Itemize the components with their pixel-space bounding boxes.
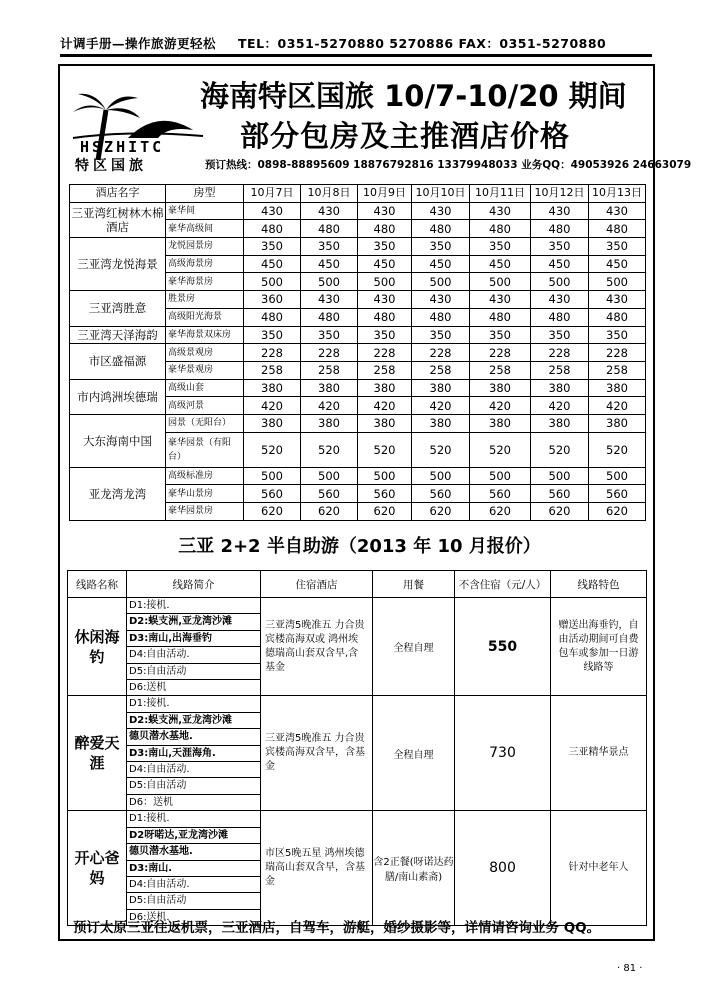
price-cell: 560 — [244, 485, 301, 503]
room-type-cell: 豪华海景双床房 — [166, 326, 244, 344]
hotel-header-cell: 10月8日 — [301, 185, 358, 203]
price-cell: 258 — [301, 361, 358, 379]
itinerary-line: D2:蜈支洲,亚龙湾沙滩 — [127, 614, 260, 630]
price-cell: 420 — [244, 397, 301, 415]
price-cell: 560 — [470, 485, 531, 503]
itinerary-cell — [127, 598, 261, 696]
price-cell: 380 — [244, 379, 301, 397]
price-cell: 480 — [412, 308, 470, 326]
room-type-cell: 高级山套 — [166, 379, 244, 397]
itinerary-line: D3:南山,出海垂钓 — [127, 631, 260, 647]
itinerary-line: D1:接机. — [127, 696, 260, 712]
price-cell: 350 — [244, 238, 301, 256]
price-cell: 420 — [531, 397, 589, 415]
price-cell: 420 — [412, 397, 470, 415]
price-cell: 500 — [470, 273, 531, 291]
itinerary-line: D5:自由活动 — [127, 664, 260, 680]
hotel-name-cell: 市区盛福源 — [70, 344, 166, 379]
hotel-header-row — [70, 185, 646, 203]
itinerary-line: D3:南山,天涯海角. — [127, 746, 260, 762]
price-cell: 480 — [531, 308, 589, 326]
price-cell: 380 — [301, 414, 358, 432]
price-cell: 258 — [470, 361, 531, 379]
price-cell: 560 — [358, 485, 412, 503]
itinerary-cell — [127, 811, 261, 926]
price-cell: 430 — [531, 202, 589, 220]
hotel-header-cell: 10月10日 — [412, 185, 470, 203]
price-cell: 520 — [412, 432, 470, 467]
price-cell: 350 — [301, 238, 358, 256]
itinerary-cell — [127, 696, 261, 811]
price-cell: 620 — [470, 503, 531, 521]
price-cell: 258 — [589, 361, 646, 379]
room-type-cell: 豪华间 — [166, 202, 244, 220]
price-cell: 480 — [470, 220, 531, 238]
itinerary-line: D1:接机. — [127, 811, 260, 827]
price-cell: 350 — [244, 326, 301, 344]
room-type-cell: 胜景房 — [166, 291, 244, 309]
itinerary-line: 德贝潜水基地. — [127, 729, 260, 745]
price-cell: 350 — [412, 326, 470, 344]
price-cell: 430 — [358, 291, 412, 309]
price-cell: 450 — [531, 255, 589, 273]
hotel-name-cell: 三亚湾红树林木棉酒店 — [70, 202, 166, 237]
price-cell: 350 — [412, 238, 470, 256]
price-cell: 520 — [358, 432, 412, 467]
price-cell: 500 — [412, 273, 470, 291]
itinerary-line: D4:自由活动. — [127, 647, 260, 663]
price-cell: 620 — [244, 503, 301, 521]
price-cell: 620 — [358, 503, 412, 521]
price-cell: 350 — [589, 326, 646, 344]
room-type-cell: 高级海景房 — [166, 255, 244, 273]
price-cell: 380 — [589, 414, 646, 432]
price-cell: 228 — [531, 344, 589, 362]
price-cell: 500 — [589, 273, 646, 291]
price-cell: 480 — [589, 308, 646, 326]
meals-cell: 全程自理 — [373, 696, 455, 811]
room-type-cell: 豪华园景房 — [166, 503, 244, 521]
price-cell: 420 — [301, 397, 358, 415]
price-cell: 480 — [531, 220, 589, 238]
room-type-cell: 豪华海景房 — [166, 273, 244, 291]
table-row — [70, 326, 646, 344]
page-title-line2: 部分包房及主推酒店价格 — [240, 119, 571, 153]
price-cell: 380 — [301, 379, 358, 397]
price-cell: 430 — [301, 291, 358, 309]
itinerary-line: D1:接机. — [127, 598, 260, 614]
price-cell: 420 — [589, 397, 646, 415]
price-cell: 258 — [412, 361, 470, 379]
price-cell: 258 — [531, 361, 589, 379]
feature-cell: 针对中老年人 — [551, 811, 647, 926]
price-cell: 480 — [244, 308, 301, 326]
page-title-line1: 海南特区国旅 10/7-10/20 期间 — [200, 79, 627, 113]
itinerary-line: D6：送机 — [129, 796, 174, 808]
table-row — [68, 598, 647, 696]
price-cell: 520 — [301, 432, 358, 467]
price-cell: 430 — [412, 202, 470, 220]
logo-chinese-text: 特区国旅 — [75, 158, 147, 174]
price-cell: 620 — [301, 503, 358, 521]
route-header-cell: 线路简介 — [127, 571, 261, 598]
route-name-cell: 开心爸妈 — [68, 811, 127, 926]
price-cell: 500 — [589, 467, 646, 485]
price-cell: 350 — [470, 238, 531, 256]
route-header-cell: 用餐 — [373, 571, 455, 598]
table-row — [70, 344, 646, 362]
meals-cell: 全程自理 — [373, 598, 455, 696]
price-cell: 430 — [470, 291, 531, 309]
header-contact: TEL：0351-5270880 5270886 FAX：0351-5270880 — [238, 36, 607, 51]
price-cell: 500 — [301, 467, 358, 485]
price-cell: 430 — [470, 202, 531, 220]
price-cell: 480 — [301, 308, 358, 326]
price-cell: 450 — [301, 255, 358, 273]
price-cell: 520 — [244, 432, 301, 467]
section-title: 三亚 2+2 半自助游（2013 年 10 月报价） — [178, 536, 541, 557]
table-row — [68, 696, 647, 811]
price-cell: 560 — [412, 485, 470, 503]
price-cell: 520 — [531, 432, 589, 467]
price-cell: 430 — [589, 291, 646, 309]
itinerary-line: 德贝潜水基地. — [127, 844, 260, 860]
price-cell: 360 — [244, 291, 301, 309]
price-cell: 228 — [412, 344, 470, 362]
price-cell: 350 — [358, 238, 412, 256]
price-cell: 228 — [301, 344, 358, 362]
price-cell: 350 — [470, 326, 531, 344]
room-type-cell: 园景（无阳台） — [166, 414, 244, 432]
price-cell: 380 — [531, 379, 589, 397]
price-cell: 380 — [470, 379, 531, 397]
room-type-cell: 豪华园景（有阳台） — [166, 432, 244, 467]
room-type-cell: 豪华高级间 — [166, 220, 244, 238]
price-cell: 350 — [358, 326, 412, 344]
hotel-name-cell: 三亚湾胜意 — [70, 291, 166, 326]
price-cell: 430 — [589, 202, 646, 220]
price-cell: 500 — [244, 273, 301, 291]
price-cell: 380 — [412, 414, 470, 432]
price-cell: 450 — [470, 255, 531, 273]
table-row — [68, 811, 647, 926]
itinerary-line: D4:自由活动. — [127, 877, 260, 893]
itinerary-line: D3:南山. — [127, 861, 260, 877]
hotel-header-cell: 10月12日 — [531, 185, 589, 203]
price-cell: 450 — [589, 255, 646, 273]
price-cell: 520 — [470, 432, 531, 467]
meals-cell: 含2正餐(呀诺达药膳/南山素斋) — [373, 811, 455, 926]
route-price-cell: 550 — [455, 598, 551, 696]
price-cell: 420 — [470, 397, 531, 415]
price-cell: 500 — [531, 273, 589, 291]
price-cell: 520 — [589, 432, 646, 467]
itinerary-line: D5:自由活动 — [127, 893, 260, 909]
route-header-row — [68, 571, 647, 598]
price-cell: 620 — [412, 503, 470, 521]
room-type-cell: 龙悦园景房 — [166, 238, 244, 256]
price-cell: 500 — [244, 467, 301, 485]
price-cell: 500 — [470, 467, 531, 485]
price-cell: 560 — [531, 485, 589, 503]
price-cell: 380 — [531, 414, 589, 432]
hotel-header-cell: 10月9日 — [358, 185, 412, 203]
price-cell: 450 — [358, 255, 412, 273]
price-cell: 350 — [301, 326, 358, 344]
route-header-cell: 线路特色 — [551, 571, 647, 598]
itinerary-line: D4:自由活动. — [127, 762, 260, 778]
hotel-name-cell: 亚龙湾龙湾 — [70, 467, 166, 520]
route-header-cell: 住宿酒店 — [261, 571, 373, 598]
price-cell: 228 — [470, 344, 531, 362]
price-cell: 350 — [531, 238, 589, 256]
hotel-header-cell: 酒店名字 — [70, 185, 166, 203]
price-cell: 450 — [244, 255, 301, 273]
price-cell: 380 — [589, 379, 646, 397]
table-row — [70, 202, 646, 220]
room-type-cell: 高级景观房 — [166, 344, 244, 362]
room-type-cell: 豪华景观房 — [166, 361, 244, 379]
logo-latin-text: HSZHITC — [80, 138, 165, 156]
price-cell: 480 — [412, 220, 470, 238]
hotel-name-cell: 市内鸿洲埃德瑞 — [70, 379, 166, 414]
room-type-cell: 高级河景 — [166, 397, 244, 415]
header-slogan: 计调手册—操作旅游更轻松 — [60, 36, 217, 51]
table-row — [70, 238, 646, 256]
price-cell: 620 — [531, 503, 589, 521]
price-cell: 380 — [358, 414, 412, 432]
itinerary-line: D6:送机 — [129, 681, 167, 693]
footer-note: 预订太原三亚往返机票，三亚酒店，自驾车，游艇，婚纱摄影等，详情请咨询业务 QQ。 — [73, 920, 601, 936]
table-row — [70, 467, 646, 485]
price-cell: 500 — [531, 467, 589, 485]
hotel-header-cell: 10月11日 — [470, 185, 531, 203]
price-cell: 500 — [358, 467, 412, 485]
hotel-header-cell: 房型 — [166, 185, 244, 203]
price-cell: 430 — [301, 202, 358, 220]
itinerary-line: D2:蜈支洲,亚龙湾沙滩 — [127, 713, 260, 729]
price-cell: 560 — [589, 485, 646, 503]
route-header-cell: 线路名称 — [68, 571, 127, 598]
feature-cell: 赠送出海垂钓，自由活动期间可自费包车或参加一日游线路等 — [551, 598, 647, 696]
price-cell: 228 — [589, 344, 646, 362]
price-cell: 430 — [412, 291, 470, 309]
price-cell: 350 — [589, 238, 646, 256]
price-cell: 380 — [470, 414, 531, 432]
hotel-name-cell: 大东海南中国 — [70, 414, 166, 467]
price-cell: 228 — [244, 344, 301, 362]
hotel-cell: 市区5晚五星 鸿州埃德瑞高山套双含早，含基金 — [261, 811, 373, 926]
price-cell: 500 — [358, 273, 412, 291]
top-header-bar — [60, 34, 652, 57]
price-cell: 258 — [244, 361, 301, 379]
room-type-cell: 高级标准房 — [166, 467, 244, 485]
page-number: · 81 · — [617, 963, 643, 974]
price-cell: 620 — [589, 503, 646, 521]
itinerary-line: D2呀喏达,亚龙湾沙滩 — [127, 828, 260, 844]
hotel-header-cell: 10月13日 — [589, 185, 646, 203]
hotel-name-cell: 三亚湾天泽海韵 — [70, 326, 166, 344]
price-cell: 258 — [358, 361, 412, 379]
price-cell: 560 — [301, 485, 358, 503]
price-cell: 500 — [412, 467, 470, 485]
price-cell: 480 — [589, 220, 646, 238]
price-cell: 500 — [301, 273, 358, 291]
route-price-cell: 730 — [455, 696, 551, 811]
table-row — [70, 291, 646, 309]
price-cell: 480 — [301, 220, 358, 238]
booking-hotline: 预订热线：0898-88895609 18876792816 13379948033 业务QQ：49053926 24663079 — [205, 159, 692, 171]
price-cell: 480 — [358, 220, 412, 238]
room-type-cell: 豪华山景房 — [166, 485, 244, 503]
price-cell: 480 — [470, 308, 531, 326]
price-cell: 430 — [531, 291, 589, 309]
price-cell: 380 — [358, 379, 412, 397]
price-cell: 430 — [358, 202, 412, 220]
price-cell: 380 — [244, 414, 301, 432]
price-cell: 350 — [531, 326, 589, 344]
route-name-cell: 休闲海钓 — [68, 598, 127, 696]
table-row — [70, 414, 646, 432]
hotel-cell: 三亚湾5晚准五 力合贵宾楼高海双或 鸿州埃德瑞高山套双含早,含基金 — [261, 598, 373, 696]
price-cell: 450 — [412, 255, 470, 273]
itinerary-line: D6:送机. — [129, 911, 170, 923]
price-cell: 480 — [244, 220, 301, 238]
price-cell: 430 — [244, 202, 301, 220]
hotel-cell: 三亚湾5晚准五 力合贵宾楼高海双含早，含基金 — [261, 696, 373, 811]
table-row — [70, 379, 646, 397]
price-cell: 228 — [358, 344, 412, 362]
hotel-price-table — [69, 184, 646, 521]
feature-cell: 三亚精华景点 — [551, 696, 647, 811]
itinerary-line: D5:自由活动 — [127, 778, 260, 794]
price-cell: 480 — [358, 308, 412, 326]
hotel-header-cell: 10月7日 — [244, 185, 301, 203]
price-cell: 380 — [412, 379, 470, 397]
route-price-cell: 800 — [455, 811, 551, 926]
route-table — [67, 570, 647, 926]
room-type-cell: 高级阳光海景 — [166, 308, 244, 326]
hotel-name-cell: 三亚湾龙悦海景 — [70, 238, 166, 291]
price-cell: 420 — [358, 397, 412, 415]
route-name-cell: 醉爱天涯 — [68, 696, 127, 811]
route-header-cell: 不含住宿（元/人） — [455, 571, 551, 598]
